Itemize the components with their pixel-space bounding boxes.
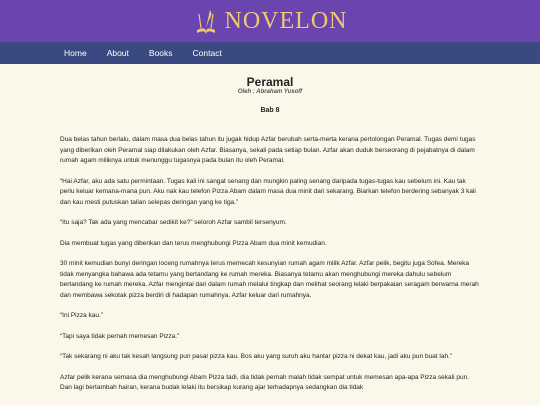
nav-home[interactable]: Home	[64, 48, 87, 58]
brand-logo[interactable]	[193, 6, 348, 36]
book-author: Oleh : Abraham Yusoff	[237, 89, 303, 95]
main-nav	[0, 42, 540, 64]
nav-about[interactable]: About	[106, 48, 129, 58]
story-paragraph: Dua belas tahun berlalu, dalam masa dua belas tahun itu jugak hidup Azfar berubah serta-merta kerana pertolongan Peramal. Tugas demi tugas yang diberikan oleh Peramal siap dilakukan oleh Azfar. Biasanya, sekali pada setiap bulan. Azfar akan duduk berseorang di pejabatnya di dalam rumah agam miliknya untuk menunggu tugasnya pada bulan itu oleh Peramal.	[60, 136, 476, 164]
story-text	[60, 135, 480, 394]
story-paragraph: 30 minit kemudian bunyi deringan loceng rumahnya terus memecah kesunyian rumah agam milik Azfar. Azfar pelik, begitu juga Sofea. Mereka tidak menyangka bahawa ada tetamu yang bertandang ke rumah mereka. Biasanya tetamu akan menghubungi mereka dahulu sebelum bertandang ke rumah mereka. Azfar mengintai dari dalam rumah melalui tingkap dan melihat seorang lelaki berpakaian seragam berwarna merah dan membawa sekotak pizza berdiri di hadapan rumahnya. Azfar keluar dari rumahnya.	[60, 260, 479, 299]
brand-name: NOVELON	[224, 7, 348, 34]
site-header	[0, 0, 540, 42]
nav-contact[interactable]: Contact	[192, 48, 222, 58]
story-paragraph: “Itu saja? Tak ada yang mencabar sedikit ke?” seloroh Azfar sambil tersenyum.	[60, 219, 287, 226]
story-paragraph: “Tapi saya tidak pernah memesan Pizza.”	[60, 332, 180, 340]
story-paragraph: Dia membuat tugas yang diberikan dan terus menghubungi Pizza Abam dua minit kemudian.	[60, 239, 327, 247]
story-paragraph: Azfar pelik kerana semasa dia menghubungi Abam Pizza tadi, dia tidak pernah malah tidak sempat untuk memesan apa-apa Pizza sekali pun. Dan lagi bertambah hairan, kerana budak lelaki itu bersikap kurang ajar terhadapnya sedangkan dia tidak	[60, 373, 470, 391]
quill-book-icon	[193, 6, 219, 36]
book-title: Peramal	[246, 75, 294, 89]
nav-books[interactable]: Books	[148, 48, 173, 58]
chapter-heading: Bab 8	[260, 107, 280, 114]
story-paragraph: “Ini Pizza kau.”	[60, 312, 103, 319]
reader-content	[60, 64, 480, 394]
story-paragraph: “Tak sekarang ni aku tak kesah langsung pun pasal pizza kau. Bos aku yang suruh aku hantar pizza ni dekat kau, jadi aku pun buat lah.”	[60, 353, 453, 360]
story-paragraph: “Hai Azfar, aku ada satu permintaan. Tugas kali ini sangat senang dan mungkin paling senang daripada tugas-tugas kau sebelum ini. Kau tak perlu keluar kemana-mana pun. Aku nak kau telefon Pizza Abam dalam masa dua minit dari sekarang. Biarkan telefon berdering sebanyak 3 kali dan kau mesti putuskan talian selepas deringan yang ke tiga.”	[60, 177, 476, 206]
